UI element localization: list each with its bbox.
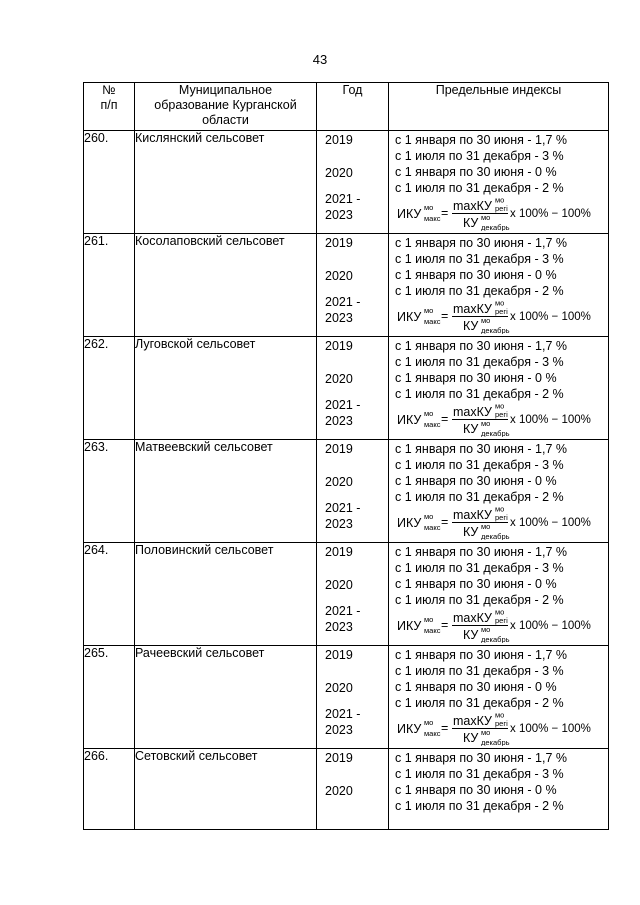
- table-row: [84, 440, 609, 543]
- year-2019: 2019: [325, 339, 353, 353]
- municipality-name: Матвеевский сельсовет: [135, 440, 317, 543]
- index-formula: [397, 300, 603, 334]
- formula-num-sup: мо: [495, 712, 505, 720]
- formula-num-sup: мо: [495, 197, 505, 205]
- formula-den-sup: мо: [481, 419, 491, 428]
- formula-lhs-sup: мо: [424, 409, 434, 418]
- formula-num-sup: мо: [495, 300, 505, 308]
- formula-numerator: maxКУ: [453, 302, 492, 316]
- index-line: с 1 января по 30 июня - 0 %: [395, 577, 557, 591]
- index-line: с 1 июля по 31 декабря - 3 %: [395, 355, 564, 369]
- formula-eq: =: [441, 309, 449, 323]
- year-cell: [317, 543, 389, 646]
- formula-eq: =: [441, 618, 449, 632]
- index-formula: [397, 197, 603, 231]
- index-line: с 1 июля по 31 декабря - 3 %: [395, 252, 564, 266]
- indices-cell: [389, 646, 609, 749]
- formula-denominator: КУ: [463, 731, 479, 745]
- formula-num-sub: рeгi: [495, 204, 508, 213]
- formula-tail: x 100% − 100%: [510, 723, 591, 735]
- row-number: 265.: [84, 646, 135, 749]
- year-cell: [317, 337, 389, 440]
- indices-cell: [389, 749, 609, 830]
- index-line: с 1 июля по 31 декабря - 2 %: [395, 181, 564, 195]
- formula-den-sub: декабрь: [481, 738, 510, 746]
- index-formula: [397, 506, 603, 540]
- header-indices: Предельные индексы: [389, 83, 609, 131]
- formula-denominator: КУ: [463, 319, 479, 333]
- formula-lhs: ИКУ: [397, 310, 422, 324]
- formula-numerator: maxКУ: [453, 199, 492, 213]
- formula-den-sup: мо: [481, 625, 491, 634]
- index-line: с 1 июля по 31 декабря - 2 %: [395, 284, 564, 298]
- indices-table: [83, 82, 609, 830]
- index-line: с 1 января по 30 июня - 1,7 %: [395, 545, 567, 559]
- formula-graphic: [397, 403, 603, 437]
- year-2019: 2019: [325, 648, 353, 662]
- formula-lhs-sub: макс: [424, 420, 441, 429]
- index-formula: [397, 403, 603, 437]
- index-line: с 1 января по 30 июня - 0 %: [395, 371, 557, 385]
- index-line: с 1 января по 30 июня - 0 %: [395, 783, 557, 797]
- formula-lhs: ИКУ: [397, 207, 422, 221]
- table-row: [84, 234, 609, 337]
- index-line: с 1 января по 30 июня - 1,7 %: [395, 339, 567, 353]
- year-2020: 2020: [325, 475, 353, 489]
- formula-graphic: [397, 506, 603, 540]
- indices-cell: [389, 337, 609, 440]
- year-range: 2021 - 2023: [325, 192, 361, 222]
- formula-lhs-sub: макс: [424, 523, 441, 532]
- index-line: с 1 июля по 31 декабря - 3 %: [395, 458, 564, 472]
- formula-den-sup: мо: [481, 728, 491, 737]
- formula-lhs: ИКУ: [397, 413, 422, 427]
- formula-den-sub: декабрь: [481, 532, 510, 540]
- formula-lhs: ИКУ: [397, 516, 422, 530]
- formula-numerator: maxКУ: [453, 405, 492, 419]
- header-num: № п/п: [84, 83, 135, 131]
- year-range: 2021 - 2023: [325, 501, 361, 531]
- index-line: с 1 января по 30 июня - 0 %: [395, 680, 557, 694]
- formula-graphic: [397, 197, 603, 231]
- formula-eq: =: [441, 412, 449, 426]
- index-line: с 1 января по 30 июня - 1,7 %: [395, 133, 567, 147]
- formula-denominator: КУ: [463, 422, 479, 436]
- index-line: с 1 января по 30 июня - 0 %: [395, 474, 557, 488]
- table-row: [84, 749, 609, 830]
- year-cell: [317, 440, 389, 543]
- indices-cell: [389, 234, 609, 337]
- year-2020: 2020: [325, 372, 353, 386]
- formula-lhs-sup: мо: [424, 203, 434, 212]
- formula-lhs-sup: мо: [424, 306, 434, 315]
- table-row: [84, 646, 609, 749]
- formula-den-sub: декабрь: [481, 429, 510, 437]
- municipality-name: Косолаповский сельсовет: [135, 234, 317, 337]
- table-row: [84, 131, 609, 234]
- index-line: с 1 июля по 31 декабря - 2 %: [395, 593, 564, 607]
- municipality-name: Кислянский сельсовет: [135, 131, 317, 234]
- municipality-name: Луговской сельсовет: [135, 337, 317, 440]
- indices-cell: [389, 131, 609, 234]
- year-2019: 2019: [325, 751, 353, 765]
- index-line: с 1 января по 30 июня - 0 %: [395, 165, 557, 179]
- formula-graphic: [397, 300, 603, 334]
- year-2020: 2020: [325, 166, 353, 180]
- table-row: [84, 543, 609, 646]
- year-cell: [317, 749, 389, 830]
- formula-denominator: КУ: [463, 628, 479, 642]
- row-number: 263.: [84, 440, 135, 543]
- formula-num-sub: рeгi: [495, 513, 508, 522]
- index-line: с 1 января по 30 июня - 1,7 %: [395, 236, 567, 250]
- year-2020: 2020: [325, 784, 353, 798]
- formula-den-sub: декабрь: [481, 635, 510, 643]
- formula-num-sub: рeгi: [495, 719, 508, 728]
- year-range: 2021 - 2023: [325, 398, 361, 428]
- index-line: с 1 июля по 31 декабря - 3 %: [395, 664, 564, 678]
- formula-num-sub: рeгi: [495, 616, 508, 625]
- year-2020: 2020: [325, 269, 353, 283]
- municipality-name: Рачеевский сельсовет: [135, 646, 317, 749]
- year-2020: 2020: [325, 578, 353, 592]
- formula-num-sup: мо: [495, 403, 505, 411]
- formula-numerator: maxКУ: [453, 714, 492, 728]
- index-line: с 1 июля по 31 декабря - 3 %: [395, 561, 564, 575]
- formula-den-sub: декабрь: [481, 223, 510, 231]
- formula-lhs-sub: макс: [424, 626, 441, 635]
- year-2019: 2019: [325, 442, 353, 456]
- index-line: с 1 января по 30 июня - 1,7 %: [395, 442, 567, 456]
- formula-num-sup: мо: [495, 506, 505, 514]
- formula-den-sub: декабрь: [481, 326, 510, 334]
- table-header-row: [84, 83, 609, 131]
- year-2019: 2019: [325, 133, 353, 147]
- municipality-name: Сетовский сельсовет: [135, 749, 317, 830]
- formula-num-sub: рeгi: [495, 307, 508, 316]
- page-number: 43: [312, 52, 328, 67]
- index-line: с 1 января по 30 июня - 1,7 %: [395, 648, 567, 662]
- indices-cell: [389, 543, 609, 646]
- index-line: с 1 июля по 31 декабря - 3 %: [395, 149, 564, 163]
- index-formula: [397, 712, 603, 746]
- formula-graphic: [397, 609, 603, 643]
- row-number: 264.: [84, 543, 135, 646]
- formula-eq: =: [441, 721, 449, 735]
- formula-den-sup: мо: [481, 522, 491, 531]
- formula-tail: x 100% − 100%: [510, 517, 591, 529]
- index-line: с 1 июля по 31 декабря - 3 %: [395, 767, 564, 781]
- year-cell: [317, 234, 389, 337]
- formula-lhs-sup: мо: [424, 512, 434, 521]
- year-range: 2021 - 2023: [325, 604, 361, 634]
- formula-eq: =: [441, 206, 449, 220]
- table-row: [84, 337, 609, 440]
- formula-lhs-sub: макс: [424, 214, 441, 223]
- index-line: с 1 июля по 31 декабря - 2 %: [395, 799, 564, 813]
- row-number: 260.: [84, 131, 135, 234]
- formula-num-sub: рeгi: [495, 410, 508, 419]
- formula-lhs: ИКУ: [397, 619, 422, 633]
- formula-den-sup: мо: [481, 213, 491, 222]
- formula-tail: x 100% − 100%: [510, 208, 591, 220]
- year-cell: [317, 646, 389, 749]
- formula-den-sup: мо: [481, 316, 491, 325]
- formula-denominator: КУ: [463, 216, 479, 230]
- year-2019: 2019: [325, 545, 353, 559]
- row-number: 266.: [84, 749, 135, 830]
- index-formula: [397, 609, 603, 643]
- index-line: с 1 июля по 31 декабря - 2 %: [395, 387, 564, 401]
- index-line: с 1 января по 30 июня - 1,7 %: [395, 751, 567, 765]
- year-2019: 2019: [325, 236, 353, 250]
- index-line: с 1 июля по 31 декабря - 2 %: [395, 696, 564, 710]
- index-line: с 1 июля по 31 декабря - 2 %: [395, 490, 564, 504]
- formula-graphic: [397, 712, 603, 746]
- formula-numerator: maxКУ: [453, 508, 492, 522]
- formula-num-sup: мо: [495, 609, 505, 617]
- year-2020: 2020: [325, 681, 353, 695]
- header-year: Год: [317, 83, 389, 131]
- index-line: с 1 января по 30 июня - 0 %: [395, 268, 557, 282]
- header-municipality: Муниципальное образование Курганской области: [135, 83, 317, 131]
- formula-numerator: maxКУ: [453, 611, 492, 625]
- formula-tail: x 100% − 100%: [510, 414, 591, 426]
- formula-tail: x 100% − 100%: [510, 620, 591, 632]
- year-range: 2021 - 2023: [325, 707, 361, 737]
- formula-lhs: ИКУ: [397, 722, 422, 736]
- formula-eq: =: [441, 515, 449, 529]
- formula-tail: x 100% − 100%: [510, 311, 591, 323]
- formula-lhs-sub: макс: [424, 729, 441, 738]
- formula-lhs-sub: макс: [424, 317, 441, 326]
- formula-denominator: КУ: [463, 525, 479, 539]
- municipality-name: Половинский сельсовет: [135, 543, 317, 646]
- indices-cell: [389, 440, 609, 543]
- row-number: 262.: [84, 337, 135, 440]
- year-range: 2021 - 2023: [325, 295, 361, 325]
- row-number: 261.: [84, 234, 135, 337]
- year-cell: [317, 131, 389, 234]
- formula-lhs-sup: мо: [424, 615, 434, 624]
- formula-lhs-sup: мо: [424, 718, 434, 727]
